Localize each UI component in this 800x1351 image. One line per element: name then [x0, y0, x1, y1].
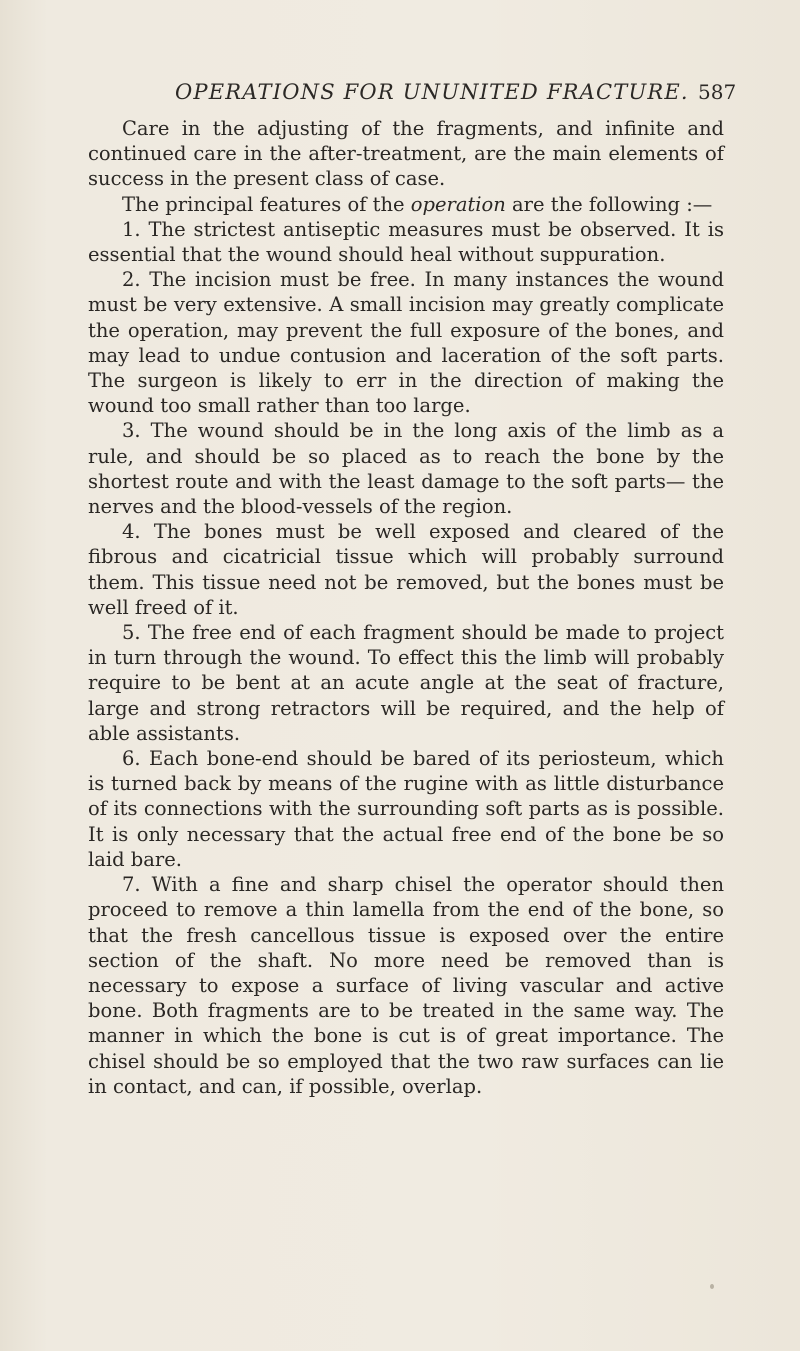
paragraph-principal-features [88, 192, 724, 217]
paragraph-item-4: 4. The bones must be well exposed and cleared of the fibrous and cicatricial tissue which will probably surround them. This tissue need not be removed, but the bones must be well freed of it. [88, 520, 724, 619]
paragraph-item-6: 6. Each bone-end should be bared of its periosteum, which is turned back by means of the rugine with as little disturbance of its connections with the surrounding soft parts as is possible. It is only necessary that the actual free end of the bone be so laid bare. [88, 747, 724, 871]
running-head-title: OPERATIONS FOR UNUNITED FRACTURE. [175, 80, 689, 104]
paragraph-principal-features-tail: are the following :— [505, 192, 713, 216]
paper-speck [710, 1284, 714, 1289]
paragraph-item-5: 5. The free end of each fragment should be made to project in turn through the wound. To effect this the limb will probably require to be bent at an acute angle at the seat of fracture, large and strong retractors will be required, and the help of able assistants. [88, 621, 724, 745]
paragraph-item-7: 7. With a fine and sharp chisel the operator should then proceed to remove a thin lamella from the end of the bone, so that the fresh cancellous tissue is exposed over the entire section of the shaft. No more need be removed than is necessary to expose a surface of living vascular and active bone. Both fragments are to be treated in the same way. The manner in which the bone is cut is of great importance. The chisel should be so employed that the two raw surfaces can lie in contact, and can, if possible, overlap. [88, 873, 724, 1098]
body-text [88, 116, 724, 1099]
paragraph-item-3: 3. The wound should be in the long axis of the limb as a rule, and should be so placed as to reach the bone by the shortest route and with the least damage to the soft parts— the nerves and the blood-vessels of the region. [88, 419, 724, 519]
emphasis-operation: operation [410, 192, 506, 216]
paragraph-item-1: 1. The strictest antiseptic measures must be observed. It is essential that the wound should heal without suppuration. [88, 217, 724, 267]
running-head [0, 80, 800, 110]
paragraph-intro: Care in the adjusting of the fragments, and infinite and continued care in the after-treatment, are the main elements of success in the present class of case. [88, 117, 724, 191]
paragraph-principal-features-lead: The principal features of the [122, 192, 411, 216]
paragraph-item-2: 2. The incision must be free. In many instances the wound must be very extensive. A small incision may greatly complicate the operation, may prevent the full exposure of the bones, and may lead to undue contusion and laceration of the soft parts. The surgeon is likely to err in the direction of making the wound too small rather than too large. [88, 268, 724, 418]
page-number: 587 [698, 80, 737, 104]
